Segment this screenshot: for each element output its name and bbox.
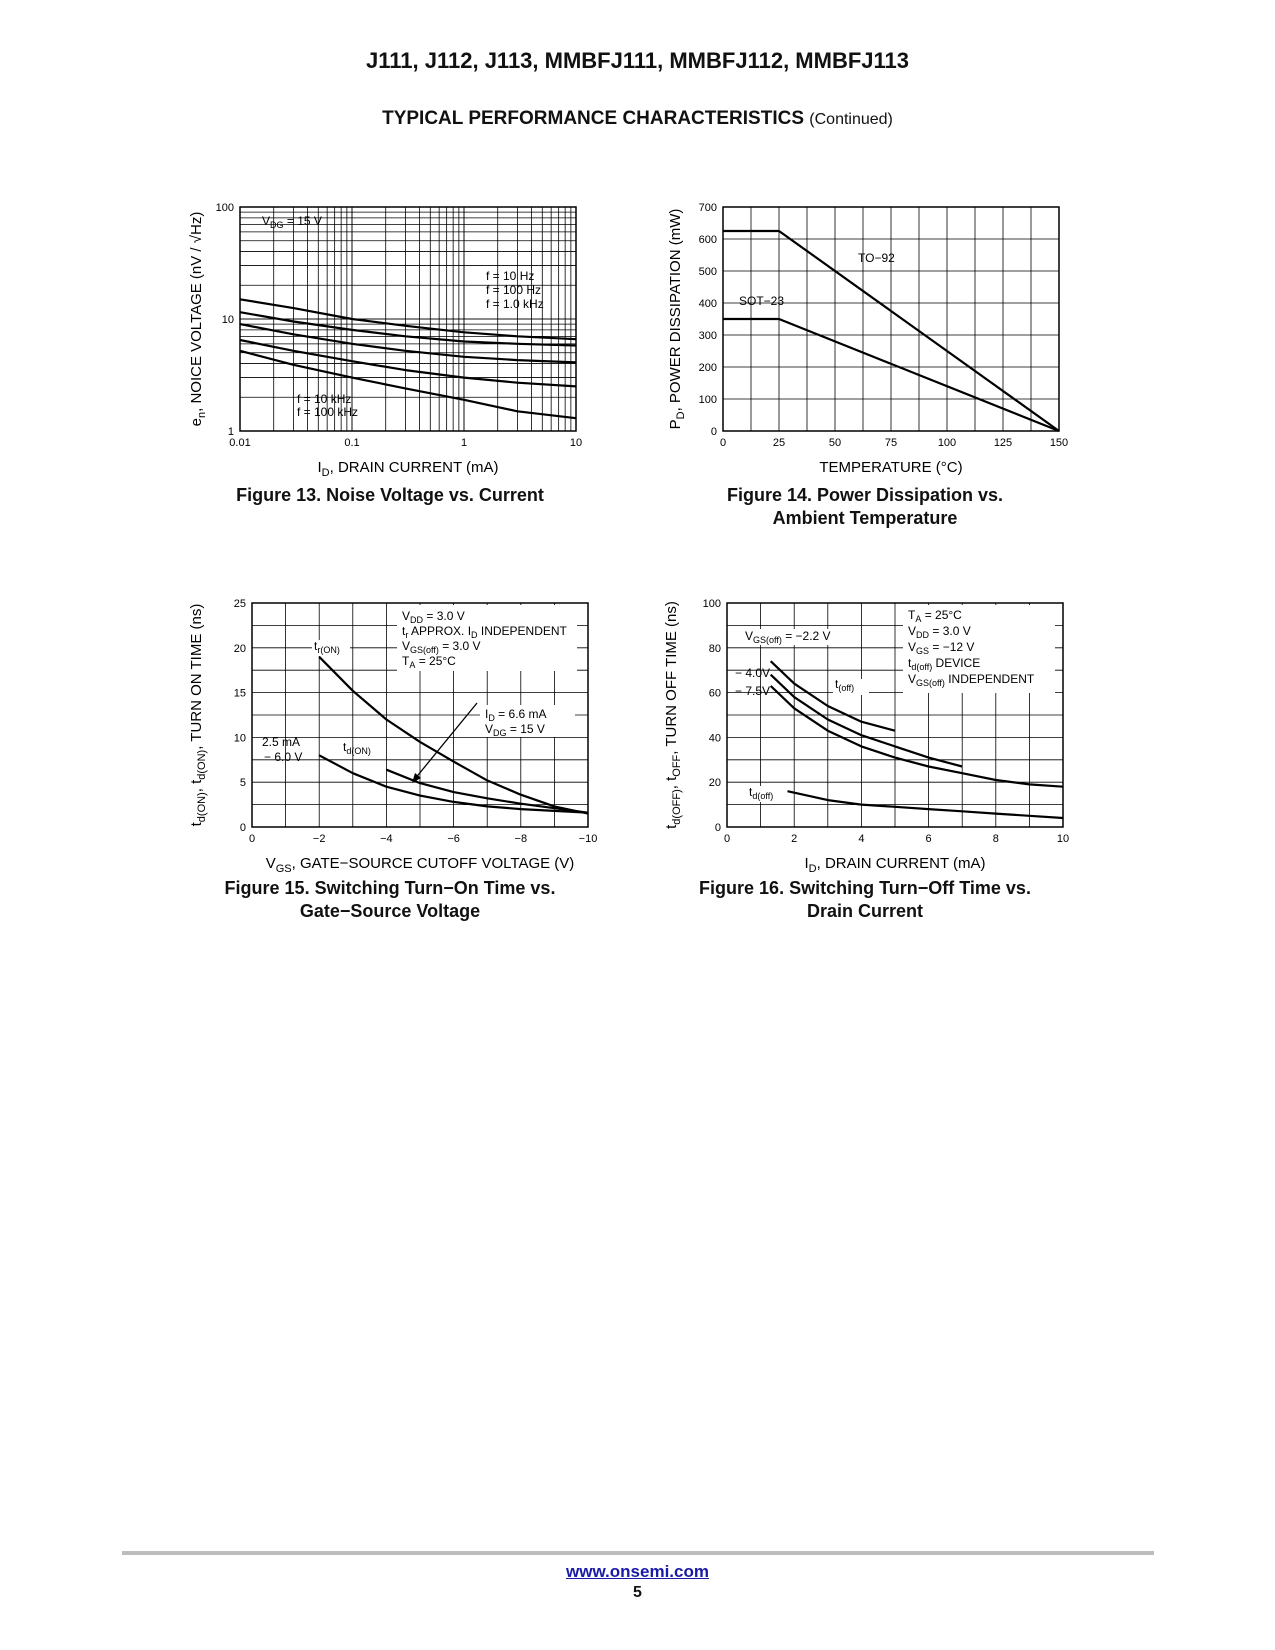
page-number: 5 — [633, 1584, 642, 1601]
fig13-xtick-label: 0.01 — [229, 437, 251, 449]
fig16-annotation-ta: $T_A = 25^\circ C$ — [908, 608, 962, 624]
fig16-ytick-label: 40 — [708, 732, 721, 745]
fig14-xtick-label: 75 — [884, 437, 898, 449]
fig15-xtick-label: −10 — [578, 833, 598, 845]
figure-14-caption-line2: Ambient Temperature — [772, 508, 958, 528]
fig15-ytick-label: 5 — [239, 777, 246, 790]
figure-13-caption-line1: Figure 13. Noise Voltage vs. Current — [236, 485, 544, 505]
fig15-annotation-vdd: $V_{DD} = 3.0$ V — [402, 609, 465, 625]
fig14-ytick-label: 0 — [710, 426, 717, 438]
figure-14-caption — [655, 484, 1075, 530]
fig13-xlabel: $I_D$, DRAIN CURRENT (mA) — [317, 459, 499, 479]
figure-13-chart — [180, 190, 600, 490]
fig13-annotation-f100hz: f = 100 Hz — [486, 283, 542, 297]
fig16-ytick-label: 80 — [708, 642, 721, 655]
figure-13-caption — [180, 484, 600, 507]
figure-16-caption-line2: Drain Current — [806, 901, 923, 921]
figure-16-caption — [655, 877, 1075, 923]
fig13-xtick-label: 0.1 — [344, 437, 360, 449]
fig15-ytick-label: 25 — [233, 598, 246, 610]
section-heading — [0, 108, 1275, 130]
fig15-ytick-label: 20 — [233, 642, 246, 655]
fig14-ylabel: $P_D$, POWER DISSIPATION (mW) — [667, 208, 687, 430]
fig14-ytick-label: 100 — [698, 394, 717, 406]
fig15-annotation-ta: $T_A = 25^\circ C$ — [402, 654, 456, 670]
fig16-label-tdoff: $t_{d(off)}$ — [749, 785, 774, 801]
fig16-annotation-vgs: $V_{GS} = -12$ V — [908, 640, 975, 656]
fig16-annotation-4v: − 4.0V — [735, 666, 771, 680]
fig14-annotation-sot23: SOT−23 — [739, 294, 785, 308]
fig16-ylabel: $t_{d(OFF)}$, $t_{OFF}$, TURN OFF TIME (ns) — [663, 601, 683, 829]
fig15-label-tron: $t_{r(ON)}$ — [314, 639, 340, 655]
fig13-ytick-label: 100 — [215, 202, 234, 214]
fig16-series-line-1 — [771, 661, 895, 731]
fig16-label-toff: $t_{(off)}$ — [835, 677, 855, 693]
fig15-xtick-label: −8 — [514, 833, 528, 845]
fig13-xtick-label: 1 — [460, 437, 468, 449]
fig14-xtick-label: 125 — [993, 437, 1013, 449]
figure-16-chart — [655, 585, 1075, 885]
fig13-annotation-f10khz: f = 10 kHz — [297, 392, 352, 406]
fig13-ytick-label: 1 — [227, 426, 234, 438]
fig15-ytick-label: 15 — [233, 687, 246, 700]
fig15-xtick-label: −4 — [380, 833, 393, 845]
fig14-xtick-label: 0 — [719, 437, 727, 449]
figure-16-caption-line1: Figure 16. Switching Turn−Off Time vs. — [699, 878, 1031, 898]
fig15-xtick-label: 0 — [248, 833, 256, 845]
fig13-annotation-f100khz: f = 100 kHz — [297, 405, 359, 419]
fig14-xtick-label: 25 — [772, 437, 786, 449]
fig16-xtick-label: 6 — [925, 833, 932, 845]
fig14-ytick-label: 500 — [698, 266, 717, 278]
fig16-xtick-label: 2 — [791, 833, 798, 845]
fig15-annotation-6v: − 6.0 V — [264, 750, 303, 764]
fig15-annotation-tr: $t_r$ APPROX. $I_D$ INDEPENDENT — [402, 624, 567, 640]
fig14-xtick-label: 100 — [937, 437, 957, 449]
fig14-annotation-to92: TO−92 — [858, 251, 895, 265]
fig15-annotation-25ma: 2.5 mA — [262, 735, 301, 749]
fig16-xtick-label: 0 — [723, 833, 731, 845]
fig15-annotation-vgsoff: $V_{GS(off)} = 3.0$ V — [402, 639, 481, 655]
fig15-ylabel: $t_{d(ON)}$, $t_{d(ON)}$, TURN ON TIME (ns) — [188, 603, 208, 827]
fig16-annotation-tdoff-device: $t_{d(off)}$ DEVICE — [908, 656, 981, 672]
figure-15-chart — [180, 585, 600, 885]
fig15-xtick-label: −2 — [312, 833, 326, 845]
fig16-ytick-label: 100 — [702, 598, 721, 610]
fig13-annotation-f1khz: f = 1.0 kHz — [486, 297, 544, 311]
fig16-ytick-label: 60 — [708, 687, 721, 700]
figure-15-caption-line2: Gate−Source Voltage — [299, 901, 481, 921]
fig13-grid — [240, 207, 576, 431]
fig15-annotation-id: $I_D = 6.6$ mA — [485, 707, 547, 723]
fig16-annotation-vdd: $V_{DD} = 3.0$ V — [908, 624, 971, 640]
fig16-ytick-label: 20 — [708, 777, 721, 790]
fig14-xtick-label: 50 — [828, 437, 842, 449]
fig13-ytick-label: 10 — [221, 314, 234, 326]
fig15-annotation-vdg: $V_{DG} = 15$ V — [485, 722, 545, 738]
fig16-xtick-label: 4 — [858, 833, 865, 845]
fig14-ytick-label: 700 — [698, 202, 717, 214]
section-heading-note: (Continued) — [809, 111, 893, 128]
fig15-xlabel: $V_{GS}$, GATE−SOURCE CUTOFF VOLTAGE (V) — [265, 855, 575, 875]
fig15-ytick-label: 0 — [239, 822, 246, 834]
fig14-ytick-label: 600 — [698, 234, 717, 246]
fig16-annotation-independent: $V_{GS(off)}$ INDEPENDENT — [908, 672, 1035, 688]
fig16-annotation-22v: $V_{GS(off)} = -2.2$ V — [745, 629, 831, 645]
fig13-series-line-2 — [240, 312, 576, 345]
fig13-annotation-vdg: $V_{DG} = 15$ V — [262, 214, 322, 230]
footer-website-link[interactable]: www.onsemi.com — [566, 1562, 709, 1581]
fig15-ytick-label: 10 — [233, 732, 246, 745]
page-title: J111, J112, J113, MMBFJ111, MMBFJ112, MMBFJ113 — [366, 48, 909, 73]
fig13-ylabel: $e_n$, NOICE VOLTAGE (nV / √Hz) — [188, 211, 208, 427]
fig14-xlabel: TEMPERATURE (°C) — [819, 459, 963, 476]
fig16-xlabel: $I_D$, DRAIN CURRENT (mA) — [804, 855, 986, 875]
fig14-ytick-label: 200 — [698, 362, 717, 374]
figure-14-caption-line1: Figure 14. Power Dissipation vs. — [726, 485, 1004, 505]
fig16-series-line-3 — [771, 686, 1063, 787]
figure-15-caption-line1: Figure 15. Switching Turn−On Time vs. — [224, 878, 556, 898]
section-heading-text: TYPICAL PERFORMANCE CHARACTERISTICS — [382, 108, 804, 129]
fig14-ytick-label: 300 — [698, 330, 717, 342]
fig13-annotation-f10hz: f = 10 Hz — [486, 269, 535, 283]
fig14-ytick-label: 400 — [698, 298, 717, 310]
fig14-xtick-label: 150 — [1049, 437, 1069, 449]
fig13-series — [240, 299, 576, 418]
fig16-annotation-75v: − 7.5V — [735, 684, 771, 698]
figure-15-caption — [180, 877, 600, 923]
figure-14-chart — [655, 190, 1075, 490]
fig16-ytick-label: 0 — [714, 822, 721, 834]
fig15-xtick-label: −6 — [447, 833, 460, 845]
fig13-xtick-label: 10 — [569, 437, 583, 449]
fig15-label-tdon: $t_{d(ON)}$ — [343, 740, 371, 756]
fig16-xtick-label: 10 — [1056, 833, 1070, 845]
fig16-xtick-label: 8 — [992, 833, 999, 845]
footer-divider — [122, 1551, 1154, 1555]
